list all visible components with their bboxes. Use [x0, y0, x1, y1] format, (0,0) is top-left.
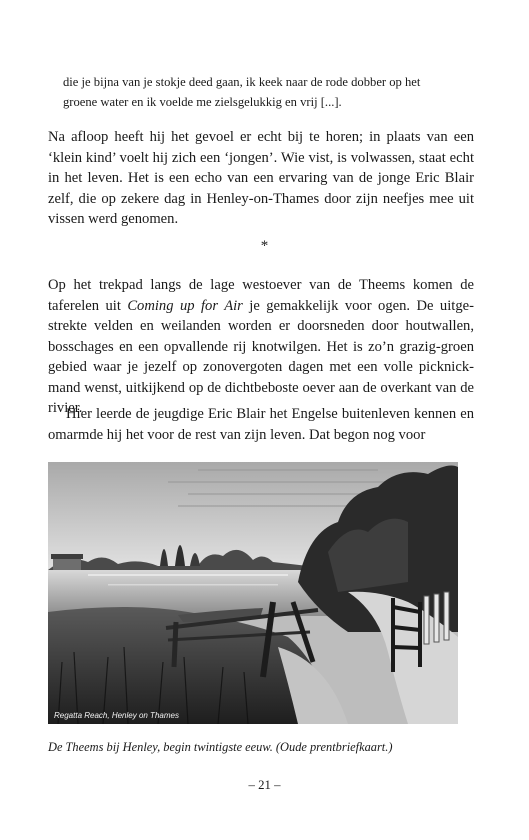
- quote-line-1: die je bijna van je stokje deed gaan, ik keek naar de rode dobber op het: [63, 75, 421, 89]
- book-title: Coming up for Air: [127, 297, 243, 314]
- photo-inscription: Regatta Reach, Henley on Thames: [54, 711, 179, 720]
- paragraph-2-start: Op het trekpad langs de lage westoever van de Theems komen de taferelen uit: [48, 277, 474, 314]
- paragraph-2-end: je gemakkelijk voor ogen. De uitgestrekte velden en weilanden worden er doorsneden door houtwallen, bosschages en een opvallende rij knotwilgen. Het is zo’n grazig-groen gebied waar je jezelf op zonovergoten dagen met een volle picknickmand wenst, uitkijkend op de dichtbeboste oever aan de overkant van de rivier.: [48, 297, 474, 416]
- paragraph-2: [48, 275, 474, 419]
- block-quote: [63, 72, 473, 112]
- river-photograph: [48, 462, 458, 724]
- section-separator: *: [260, 238, 269, 254]
- quote-line-2: groene water en ik voelde me zielsgelukkig en vrij [...].: [63, 95, 342, 109]
- river-photo-illustration: [48, 462, 458, 724]
- page-number: – 21 –: [248, 778, 281, 792]
- paragraph-1: Na afloop heeft hij het gevoel er echt bij te horen; in plaats van een ‘klein kind’ voelt hij zich een ‘jongen’. Wie vist, is volwassen, staat echt in het leven. Het is een echo van een ervaring van de jonge Eric Blair zelf, die op zekere dag in Henley-on-Thames door zijn neefjes mee uit vissen werd genomen.: [48, 129, 474, 227]
- photo-caption: De Theems bij Henley, begin twintigste eeuw. (Oude prentbriefkaart.): [48, 740, 393, 754]
- paragraph-3: Hier leerde de jeugdige Eric Blair het Engelse buitenleven kennen en omarmde hij het voor de rest van zijn leven. Dat begon nog voor: [48, 406, 474, 443]
